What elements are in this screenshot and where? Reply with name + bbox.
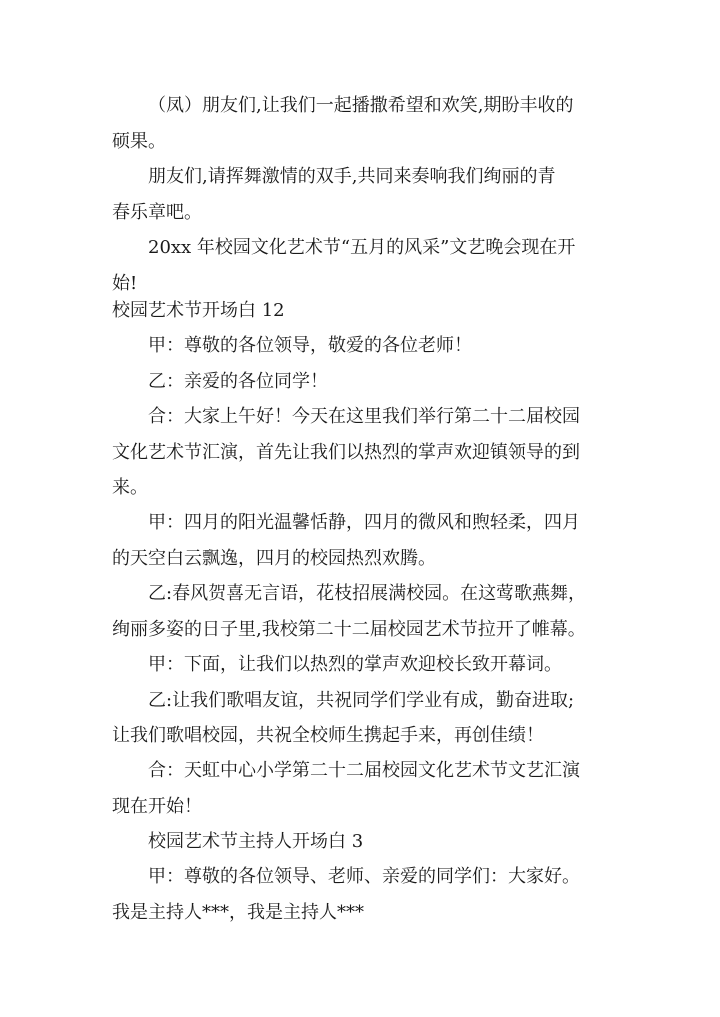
paragraph-line: 20xx 年校园文化艺术节“五月的风采”文艺晚会现在开 [148,237,576,258]
paragraph-line: 乙:让我们歌唱友谊，共祝同学们学业有成，勤奋进取; [148,690,575,711]
paragraph-line: 硕果。 [112,131,166,152]
paragraph-line: 甲：下面，让我们以热烈的掌声欢迎校长致开幕词。 [148,654,562,675]
paragraph-line: （凤）朋友们,让我们一起播撒希望和欢笑,期盼丰收的 [148,95,574,116]
paragraph-line: 让我们歌唱校园，共祝全校师生携起手来，再创佳绩！ [112,725,544,746]
paragraph-line: 现在开始！ [112,796,202,817]
paragraph-line: 合：天虹中心小学第二十二届校园文化艺术节文艺汇演 [148,760,580,781]
paragraph-line: 来。 [112,477,148,498]
paragraph-line: 春乐章吧。 [112,202,202,223]
paragraph-line: 我是主持人***，我是主持人*** [112,902,364,923]
paragraph-line: 乙:春风贺喜无言语，花枝招展满校园。在这莺歌燕舞， [148,583,587,604]
paragraph-line: 文化艺术节汇演，首先让我们以热烈的掌声欢迎镇领导的到 [112,442,580,463]
paragraph-line: 甲：尊敬的各位领导、老师、亲爱的同学们：大家好。 [148,866,580,887]
paragraph-line: 的天空白云飘逸，四月的校园热烈欢腾。 [112,548,436,569]
paragraph-line: 合：大家上午好！今天在这里我们举行第二十二届校园 [148,406,580,427]
paragraph-line: 甲：尊敬的各位领导，敬爱的各位老师！ [148,335,472,356]
paragraph-line: 朋友们,请挥舞激情的双手,共同来奏响我们绚丽的青 [148,166,556,187]
paragraph-line: 甲：四月的阳光温馨恬静，四月的微风和煦轻柔，四月 [148,512,580,533]
paragraph-line: 乙：亲爱的各位同学！ [148,371,328,392]
paragraph-line: 绚丽多姿的日子里,我校第二十二届校园艺术节拉开了帷幕。 [112,619,586,640]
paragraph-line: 始! [112,273,138,294]
section-heading: 校园艺术节开场白 12 [112,300,285,321]
section-heading: 校园艺术节主持人开场白 3 [148,831,364,852]
